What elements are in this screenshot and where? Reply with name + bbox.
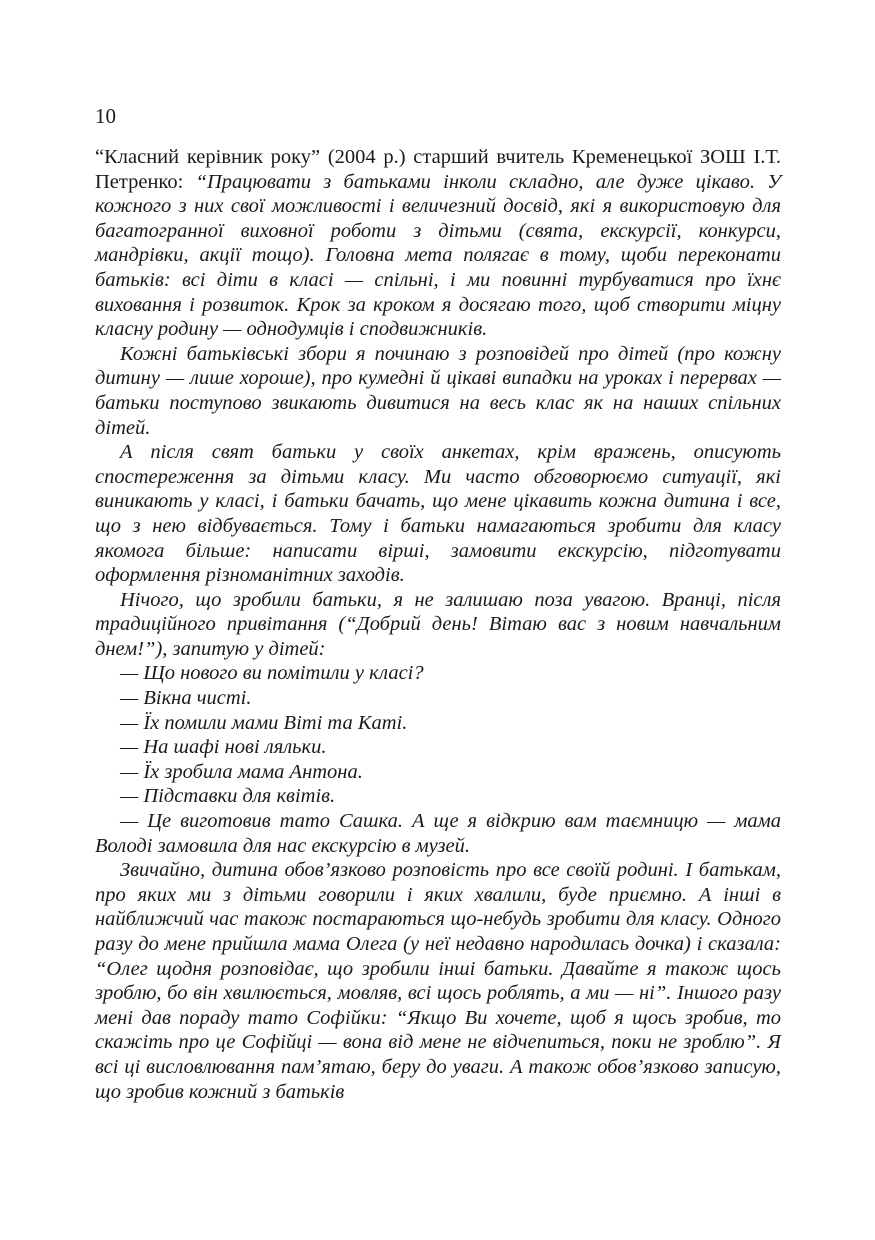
paragraph-3: Нічого, що зробили батьки, я не залишаю поза увагою. Вранці, після традиційного привітання (“Добрий день! Вітаю вас з новим навчальним днем!”), запитую у дітей: [95,588,781,660]
intro-lead: “Класний керівник року” (2004 р.) старший вчитель Кременецької ЗОШ І.Т. Петренко: [95,146,781,193]
intro-quote: “Працювати з батьками інколи складно, але дуже цікаво. У кожного з них свої можливості і величезний досвід, які я використовую для багатогранної виховної роботи з дітьми (свята, екскурсії, конкурси, мандрівки, акції тощо). Головна мета полягає в тому, щоби переконати батьків: всі діти в класі — спільні, і ми повинні турбуватися про їхнє виховання і розвиток. Крок за кроком я досягаю того, щоб створити міцну класну родину — однодумців і сподвижників. [95,170,781,341]
page-number: 10 [95,104,116,128]
closing-paragraph: Звичайно, дитина обов’язково розповість про все своїй родині. І батькам, про яких ми з дітьми говорили і яких хвалили, буде приємно. А інші в найближчий час також постараються що-небудь зробити для класу. Одного разу до мене прийшла мама Олега (у неї недавно народилась дочка) і сказала: “Олег щодня розповідає, що зробили інші батьки. Давайте я також щось зроблю, бо він хвилюється, мовляв, всі щось роблять, а ми — ні”. Іншого разу мені дав пораду тато Софійки: “Якщо Ви хочете, щоб я щось зробив, то скажіть про це Софійці — вона від мене не відчепиться, поки не зроблю”. Я всі ці висловлювання пам’ятаю, беру до уваги. А також обов’язково записую, що зробив кожний з батьків [95,859,781,1103]
dialogue-line-3: — Їх помили мами Віті та Каті. [120,711,408,734]
dialogue-line-4: — На шафі нові ляльки. [120,736,327,759]
dialogue-line-7: — Це виготовив тато Сашка. А ще я відкрию вам таємницю — мама Володі замовила для нас екскурсію в музей. [95,810,781,857]
paragraph-1: Кожні батьківські збори я починаю з розповідей про дітей (про кожну дитину — лише хороше), про кумедні й цікаві випадки на уроках і перервах — батьки поступово звикають дивитися на весь клас як на наших спільних дітей. [95,342,781,439]
dialogue-line-6: — Підставки для квітів. [120,785,336,808]
intro-paragraph [95,145,781,342]
dialogue-line-5: — Їх зробила мама Антона. [120,760,363,783]
body-text [95,145,781,1104]
dialogue-line-1: — Що нового ви помітили у класі? [120,662,424,685]
paragraph-2: А після свят батьки у своїх анкетах, крім вражень, описують спостереження за дітьми класу. Ми часто обговорюємо ситуації, які виникають у класі, і батьки бачать, що мене цікавить кожна дитина і все, що з нею відбувається. Тому і батьки намагаються зробити для класу якомога більше: написати вірші, замовити екскурсію, підготувати оформлення різноманітних заходів. [95,441,781,587]
dialogue-line-2: — Вікна чисті. [120,687,252,710]
